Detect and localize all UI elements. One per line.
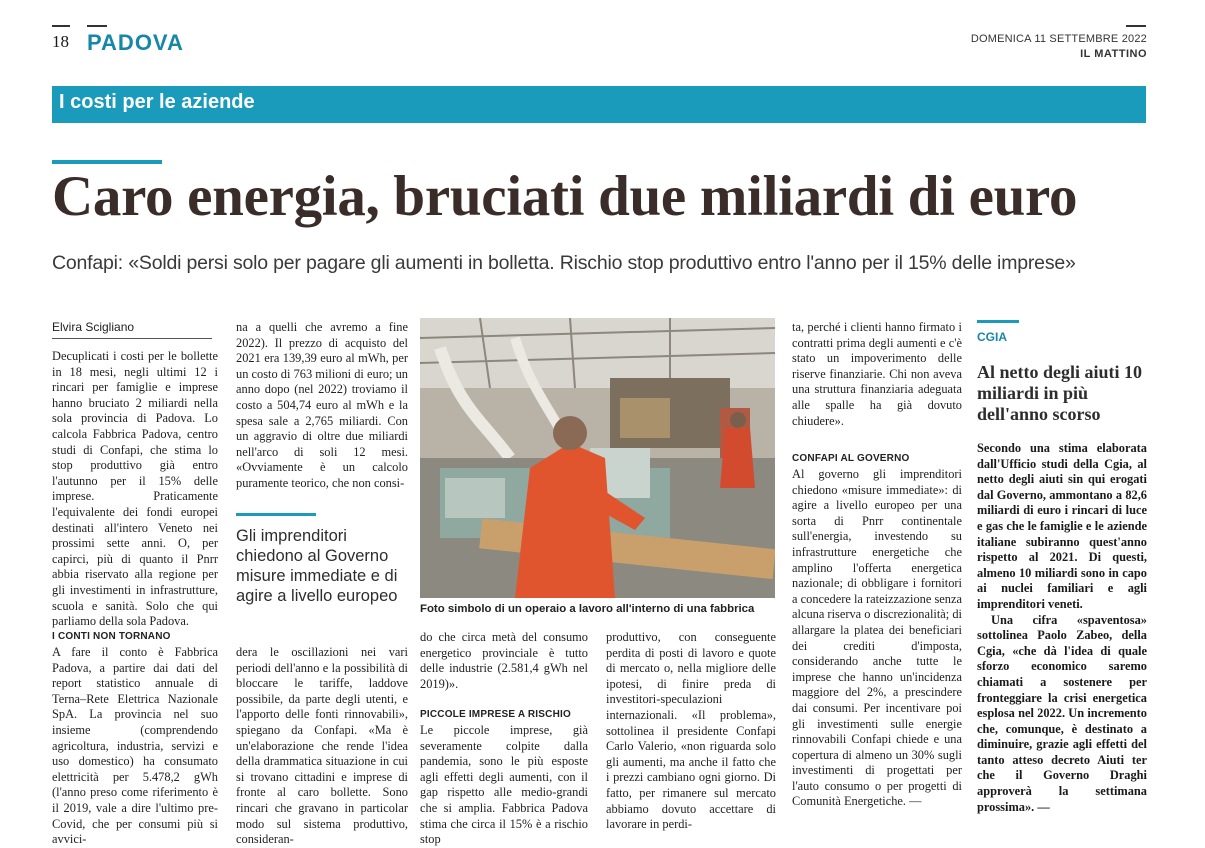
byline: Elvira Scigliano (52, 320, 135, 334)
subtitle-piccole-imprese: PICCOLE IMPRESE A RISCHIO (420, 709, 571, 720)
paragraph: Al governo gli imprenditori chiedono «misure immediate»: di agire a livello europeo per una sorta di Pnrr continentale sull'energia, investendo su infrastrutture energetiche che amplino l'offerta energetica nazionale; di obbligare i fornitori a concedere la rateizzazione senza alcuna riserva o discrezionalità; di allargare la platea dei beneficiari dei crediti d'imposta, considerando anche tutte le imprese che hanno un'incidenza maggiore del 2%, a prescindere dai consumi. Per incentivare poi gli investimenti sulle energie rinnovabili Confapi chiede e una copertura di almeno un 30% sugli investimenti di progettati per l'auto consumo o per progetti di Comunità Energetiche. — (792, 467, 962, 809)
column-2-bottom (236, 645, 408, 848)
column-3-bottom-a (420, 630, 588, 692)
pullquote: Gli imprenditori chiedono al Governo misure immediate e di agire a livello europeo (236, 527, 398, 605)
newspaper-name: IL MATTINO (1080, 48, 1147, 60)
headline: Caro energia, bruciati due miliardi di euro (52, 165, 1078, 228)
factory-photo (420, 318, 775, 598)
section-banner (52, 86, 1146, 123)
paragraph: Secondo una stima elaborata dall'Ufficio studi della Cgia, al netto degli aiuti sin qui erogati dal Governo, ammontano a 82,6 miliardi di euro i rincari di luce e gas che le famiglie e le aziende italiane subiranno quest'anno rispetto al 2021. Di questi, almeno 10 miliardi sono in capo ai nuclei familiari e agli imprenditori veneti. (977, 441, 1147, 611)
sidebar-tag: CGIA (977, 330, 1007, 344)
banner-label: I costi per le aziende (59, 91, 255, 113)
column-1-bottom (52, 645, 218, 848)
header-rule (87, 25, 107, 27)
subtitle-confapi-governo: CONFAPI AL GOVERNO (792, 453, 910, 464)
paragraph: Una cifra «spaventosa» sottolinea Paolo Zabeo, della Cgia, «che dà l'idea di quale sforzo economico saremo chiamati a sostenere per fronteggiare la crisi energetica esplosa nel 2022. Un incremento che, comunque, è destinato a diminuire, grazie agli effetti del tanto atteso decreto Aiuti ter che il Governo Draghi approverà la settimana prossima». — (977, 612, 1147, 814)
sidebar-body (977, 441, 1147, 815)
header-rule (1126, 25, 1146, 27)
column-4-bottom (606, 630, 776, 833)
subheadline: Confapi: «Soldi persi solo per pagare gli aumenti in bolletta. Rischio stop produttivo entro l'anno per il 15% delle imprese» (52, 252, 1076, 274)
column-5-top (792, 320, 962, 429)
paragraph: dera le oscillazioni nei vari periodi dell'anno e la possibilità di bloccare le tariffe, laddove possibile, da parte degli utenti, e l'apporto delle fonti rinnovabili», spiegano da Confapi. «Ma è un'elaborazione che rende l'idea della drammatica situazione in cui si trovano cittadini e imprese di fronte al caro bollette. Sono rincari che gravano in particolar modo sul sistema produttivo, consideran- (236, 645, 408, 847)
issue-date: DOMENICA 11 SETTEMBRE 2022 (970, 33, 1147, 45)
column-1-top (52, 349, 218, 630)
factory-photo-illustration (420, 318, 775, 598)
subtitle-conti: I CONTI NON TORNANO (52, 631, 171, 642)
paragraph: produttivo, con conseguente perdita di posti di lavoro e quote di mercato o, nella migliore delle ipotesi, di finire preda di investitori-speculazioni internazionali. «Il problema», sottolinea il presidente Confapi Carlo Valerio, «non riguarda solo gli aumenti, ma anche il fatto che i prezzi cambiano ogni giorno. Di fatto, per rimanere sul mercato abbiamo dovuto accettare di lavorare in perdi- (606, 630, 776, 832)
photo-caption: Foto simbolo di un operaio a lavoro all'interno di una fabbrica (420, 603, 755, 615)
sidebar-title: Al netto degli aiuti 10 miliardi in più dell'anno scorso (977, 362, 1142, 424)
sidebar-accent (977, 320, 1019, 323)
column-2-top (236, 320, 408, 492)
column-5-bottom (792, 467, 962, 810)
paragraph: ta, perché i clienti hanno firmato i contratti prima degli aumenti e c'è stato un impoverimento delle riserve finanziarie. Chi non aveva una struttura finanziaria adeguata alle spalle ha già dovuto chiudere». (792, 320, 962, 428)
headline-accent (52, 160, 162, 164)
paragraph: do che circa metà del consumo energetico provinciale è tutto delle industrie (2.581,4 gWh nel 2019)». (420, 630, 588, 691)
page-number: 18 (52, 32, 69, 51)
column-3-bottom-b (420, 723, 588, 848)
header-rule (52, 25, 70, 27)
byline-rule (52, 338, 212, 339)
paragraph: Le piccole imprese, già severamente colpite dalla pandemia, sono le più esposte agli effetti degli aumenti, con il gap rispetto alle medio-grandi che si amplia. Fabbrica Padova stima che circa il 15% è a rischio stop (420, 723, 588, 847)
paragraph: A fare il conto è Fabbrica Padova, a partire dai dati del report statistico annuale di Terna–Rete Elettrica Nazionale SpA. La provincia nel suo insieme (comprendendo agricoltura, industria, servizi e uso domestico) ha consumato elettricità per 5.478,2 gWh (l'anno preso come riferimento è il 2019, vale a dire l'ultimo pre-Covid, che per consumi più si avvici- (52, 645, 218, 847)
pullquote-accent (236, 513, 316, 516)
paragraph: Decuplicati i costi per le bollette in 18 mesi, negli ultimi 12 i rincari per famiglie e imprese hanno bruciato 2 miliardi nella sola provincia di Padova. Lo calcola Fabbrica Padova, centro studi di Confapi, che stima lo stop produttivo già entro l'autunno per il 15% delle imprese. Praticamente l'equivalente dei fondi europei destinati all'intero Veneto nei prossimi sette anni. O, per capirci, più di quanto il Pnrr abbia riservato alla regione per gli investimenti in infrastrutture, scuola e sanità. Solo che qui parliamo della sola Padova. (52, 349, 218, 629)
paragraph: na a quelli che avremo a fine 2022). Il prezzo di acquisto del 2021 era 139,39 euro al mWh, per un costo di 763 milioni di euro; un anno dopo (nel 2022) troviamo il costo a 504,74 euro al mWh e la spesa sale a 2,765 miliardi. Con un aggravio di oltre due miliardi nell'arco di soli 12 mesi. «Ovviamente è un calcolo puramente teorico, che non consi- (236, 320, 408, 490)
section-name: PADOVA (87, 30, 184, 55)
